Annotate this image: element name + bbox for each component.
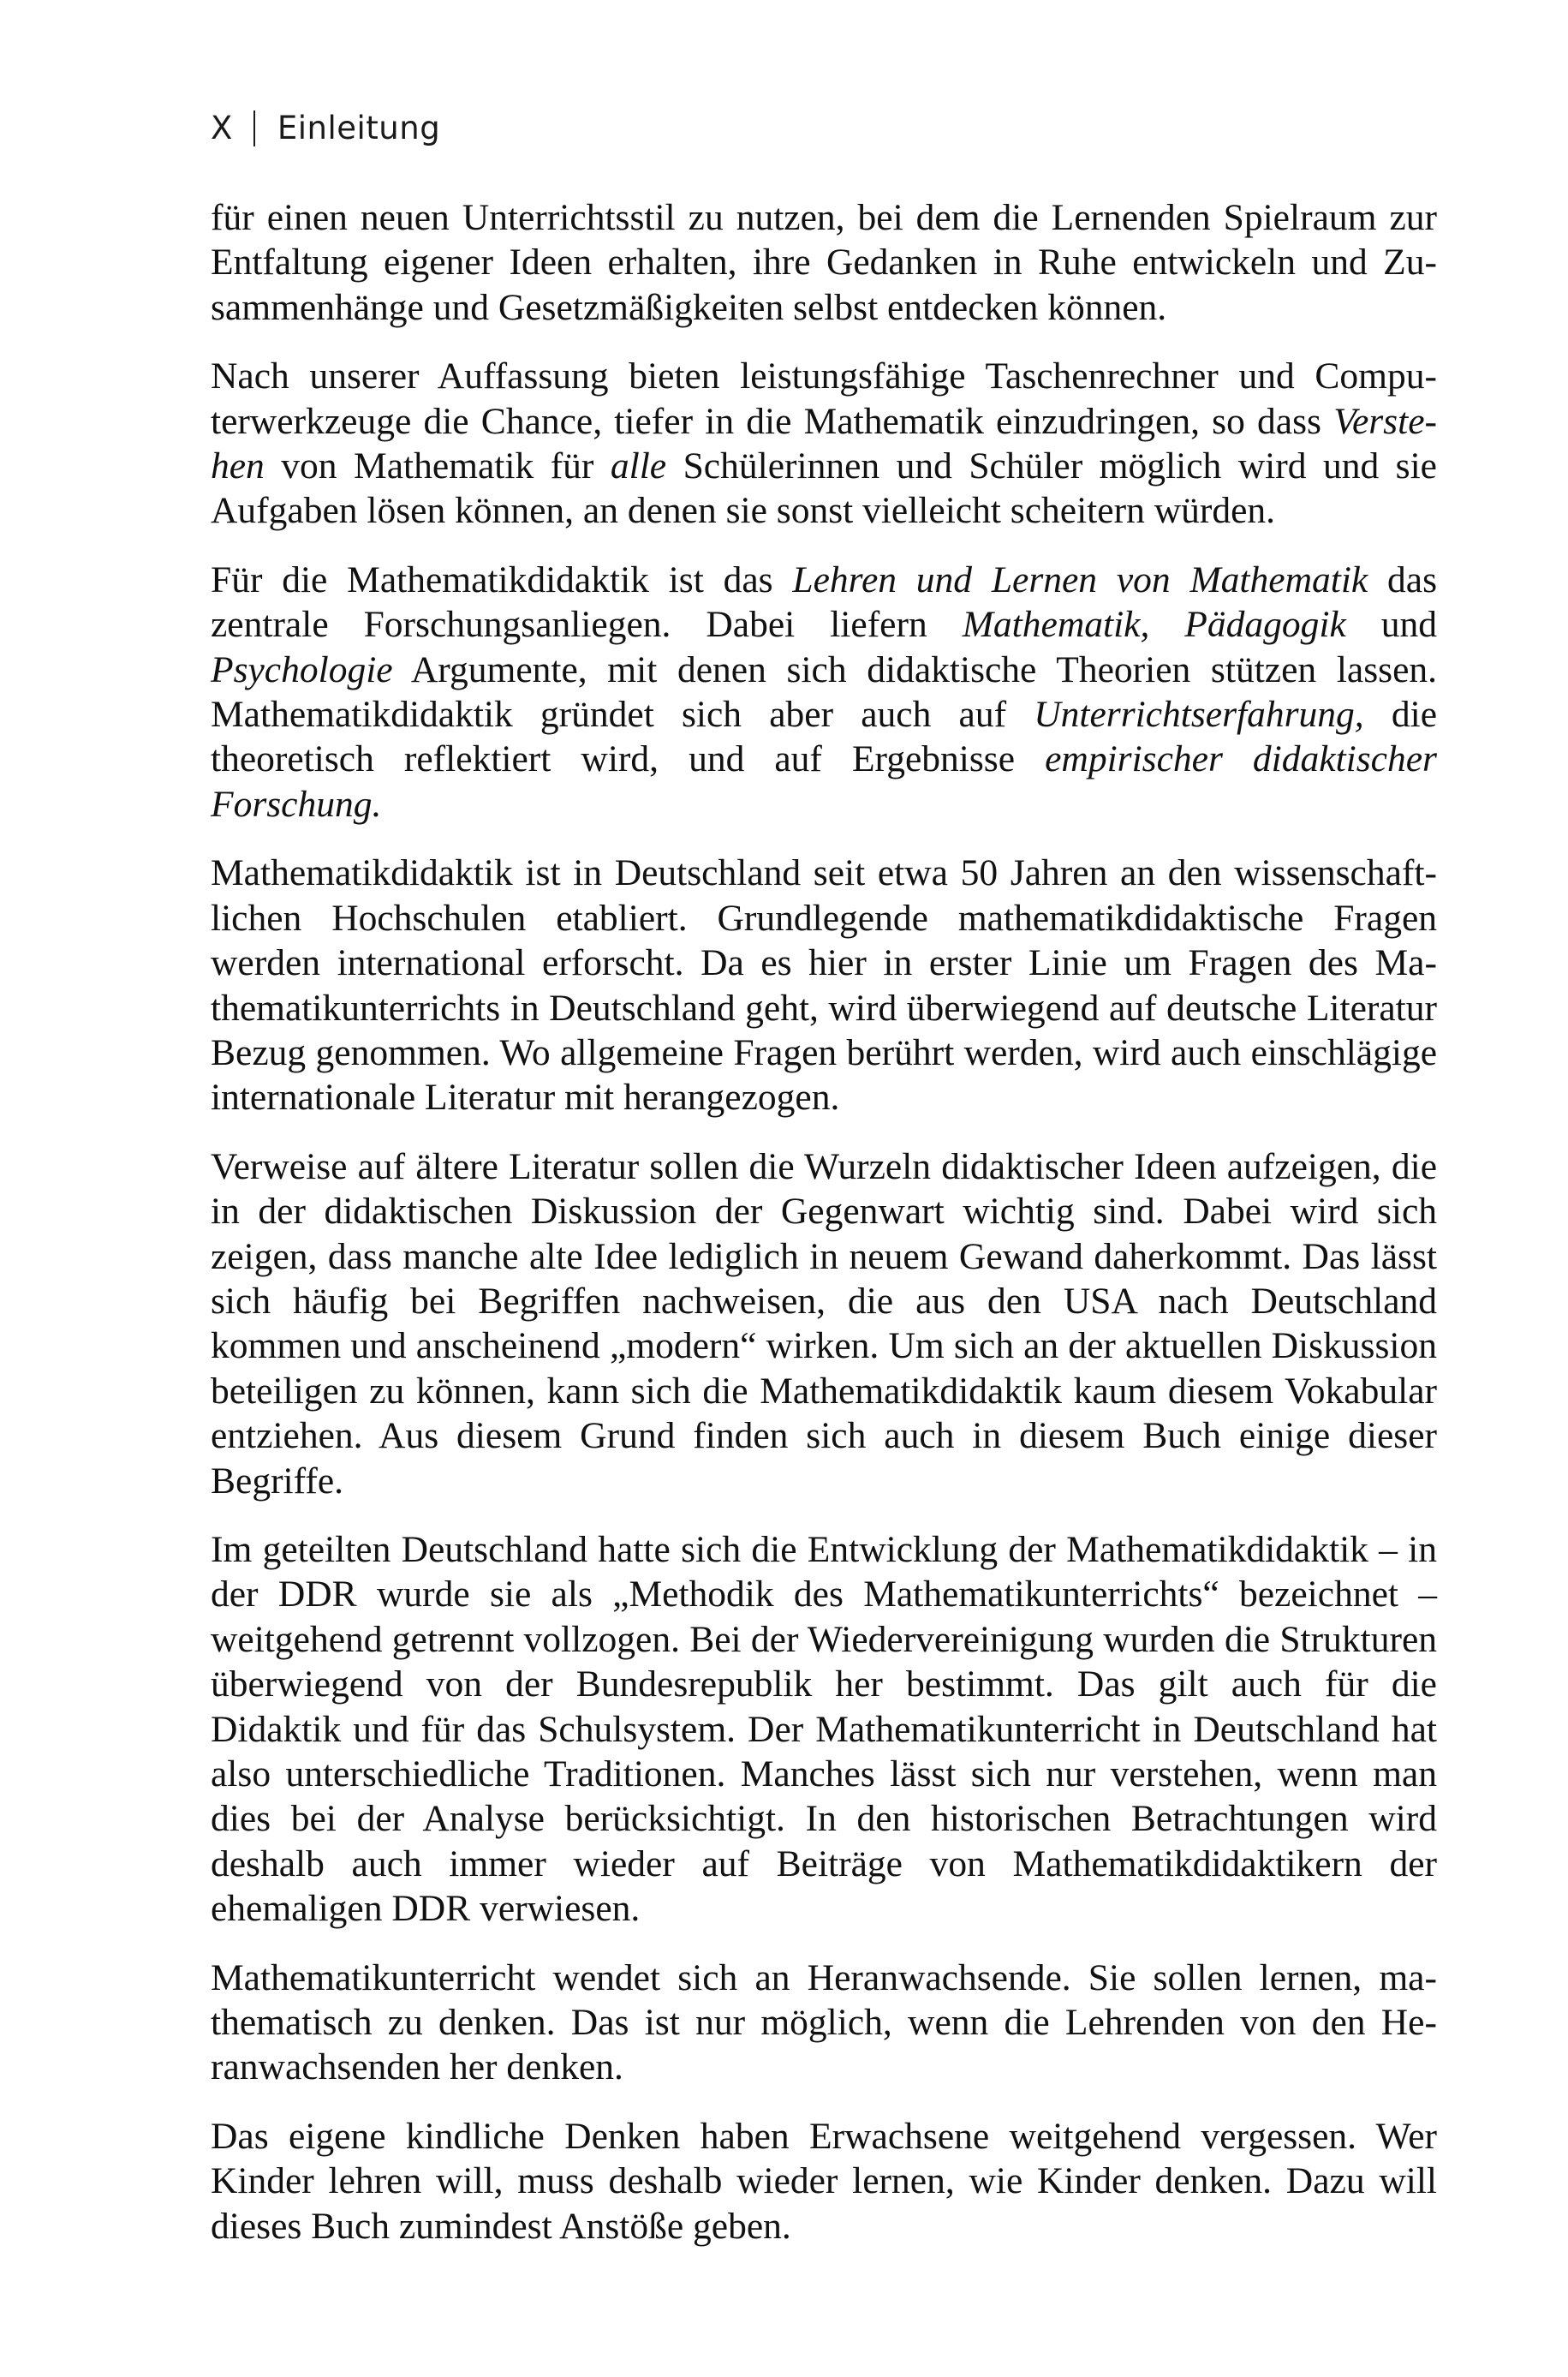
section-title: Einleitung	[277, 110, 441, 146]
emphasis: Lehren und Lernen von Mathematik	[792, 558, 1368, 600]
emphasis: Unterrichtserfahrung,	[1034, 694, 1364, 736]
page-number: X	[211, 110, 233, 146]
header-separator	[253, 110, 255, 146]
paragraph: Für die Mathematikdidaktik ist das Lehren und Lernen von Mathematik das zentrale Forschungsanliegen. Dabei liefern Mathematik, Pädagogik und Psychologie Argumente, mit denen sich didaktische Theorien stützen lassen. Mathematikdidaktik gründet sich aber auch auf Unterrichtserfahrung, die theoretisch reflektiert wird, und auf Ergebnisse empirischer didaktischer Forschung.	[211, 558, 1437, 825]
body-text	[211, 195, 1437, 2272]
paragraph: Mathematikdidaktik ist in Deutschland seit etwa 50 Jahren an den wissenschaftlichen Hochschulen etabliert. Grundlegende mathematikdidaktische Fragen werden international erforscht. Da es hier in erster Linie um Fragen des Mathematikunterrichts in Deutschland geht, wird überwiegend auf deutsche Literatur Bezug genommen. Wo allgemeine Fragen berührt werden, wird auch einschlägige internationale Literatur mit herangezogen.	[211, 852, 1437, 1119]
running-header	[211, 110, 440, 146]
paragraph: Mathematikunterricht wendet sich an Heranwachsende. Sie sollen lernen, mathematisch zu denken. Das ist nur möglich, wenn die Lehrenden von den Heranwachsenden her denken.	[211, 1956, 1437, 2088]
paragraph: Nach unserer Auffassung bieten leistungsfähige Taschenrechner und Computerwerkzeuge die Chance, tiefer in die Mathematik einzudringen, so dass Verstehen von Mathematik für alle Schülerinnen und Schüler möglich wird und sie Aufgaben lösen können, an denen sie sonst vielleicht scheitern würden.	[211, 355, 1437, 532]
emphasis: Verstehen	[211, 400, 1437, 487]
paragraph: Im geteilten Deutschland hatte sich die Entwicklung der Mathematikdidaktik – in der DDR wurde sie als „Methodik des Mathematikunterrichts“ bezeichnet – weitgehend getrennt vollzogen. Bei der Wiedervereinigung wurden die Strukturen überwiegend von der Bundesrepublik her bestimmt. Das gilt auch für die Didaktik und für das Schulsystem. Der Mathematikunterricht in Deutschland hat also unterschiedliche Traditionen. Manches lässt sich nur verstehen, wenn man dies bei der Analyse berücksichtigt. In den historischen Betrachtungen wird deshalb auch immer wieder auf Beiträge von Mathematikdidaktikern der ehemaligen DDR verwiesen.	[211, 1528, 1437, 1930]
paragraph: für einen neuen Unterrichtsstil zu nutzen, bei dem die Lernenden Spielraum zur Entfaltung eigener Ideen erhalten, ihre Gedanken in Ruhe entwickeln und Zusammenhänge und Gesetzmäßigkeiten selbst entdecken können.	[211, 197, 1437, 328]
emphasis: alle	[610, 445, 667, 487]
paragraph: Das eigene kindliche Denken haben Erwachsene weitgehend vergessen. Wer Kinder lehren will, muss deshalb wieder lernen, wie Kinder denken. Dazu will dieses Buch zumindest Anstöße geben.	[211, 2115, 1437, 2247]
emphasis: empirischer didaktischer Forschung.	[211, 738, 1437, 825]
paragraph: Verweise auf ältere Literatur sollen die Wurzeln didaktischer Ideen aufzeigen, die in der didaktischen Diskussion der Gegenwart wichtig sind. Dabei wird sich zeigen, dass manche alte Idee lediglich in neuem Gewand daherkommt. Das lässt sich häufig bei Begriffen nachweisen, die aus den USA nach Deutschland kommen und anscheinend „modern“ wirken. Um sich an der aktuellen Diskussion beteiligen zu können, kann sich die Mathematikdidaktik kaum diesem Vokabular entziehen. Aus diesem Grund finden sich auch in diesem Buch einige dieser Begriffe.	[211, 1145, 1437, 1502]
emphasis: Psychologie	[211, 648, 393, 690]
emphasis: Mathematik, Pädagogik	[962, 604, 1346, 646]
